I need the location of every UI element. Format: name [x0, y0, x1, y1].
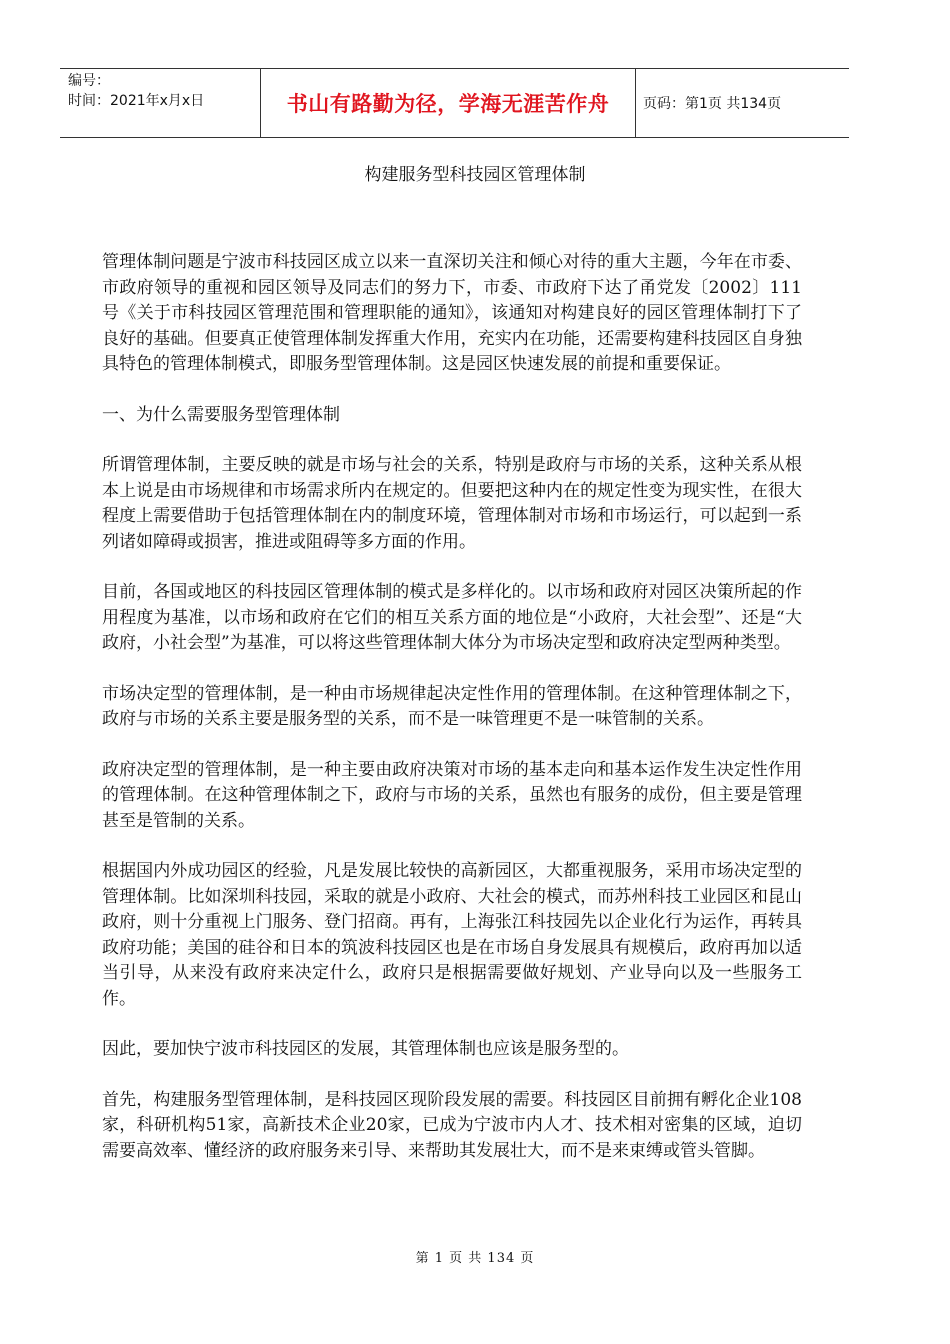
page-header	[60, 68, 849, 138]
paragraph: 所谓管理体制，主要反映的就是市场与社会的关系，特别是政府与市场的关系，这种关系从根本上说是由市场规律和市场需求所内在规定的。但要把这种内在的规定性变为现实性，在很大程度上需要借助于包括管理体制在内的制度环境，管理体制对市场和市场运行，可以起到一系列诸如障碍或损害，推进或阻碍等多方面的作用。	[102, 455, 802, 552]
header-motto-cell	[260, 69, 636, 137]
paragraph: 首先，构建服务型管理体制，是科技园区现阶段发展的需要。科技园区目前拥有孵化企业108家，科研机构51家，高新技术企业20家，已成为宁波市内人才、技术相对密集的区域，迫切需要高效率、懂经济的政府服务来引导、来帮助其发展壮大，而不是来束缚或管头管脚。	[102, 1089, 802, 1161]
paragraph: 目前，各国或地区的科技园区管理体制的模式是多样化的。以市场和政府对园区决策所起的作用程度为基准，以市场和政府在它们的相互关系方面的地位是“小政府，大社会型”、还是“大政府，小社会型”为基准，可以将这些管理体制大体分为市场决定型和政府决定型两种类型。	[102, 582, 802, 653]
time-label: 时间：2021年x月x日	[68, 93, 205, 109]
document-body	[102, 250, 802, 1189]
document-title: 构建服务型科技园区管理体制	[364, 165, 586, 185]
header-page-cell	[635, 69, 857, 137]
page-footer: 第 1 页 共 134 页	[415, 1251, 535, 1266]
header-meta	[60, 69, 260, 139]
paragraph: 管理体制问题是宁波市科技园区成立以来一直深切关注和倾心对待的重大主题，今年在市委、市政府领导的重视和园区领导及同志们的努力下，市委、市政府下达了甬党发〔2002〕111号《关于市科技园区管理范围和管理职能的通知》，该通知对构建良好的园区管理体制打下了良好的基础。但要真正使管理体制发挥重大作用，充实内在功能，还需要构建科技园区自身独具特色的管理体制模式，即服务型管理体制。这是园区快速发展的前提和重要保证。	[102, 252, 802, 374]
paragraph: 政府决定型的管理体制，是一种主要由政府决策对市场的基本走向和基本运作发生决定性作用的管理体制。在这种管理体制之下，政府与市场的关系，虽然也有服务的成份，但主要是管理甚至是管制的关系。	[102, 759, 802, 831]
header-page-label: 页码：第1页 共134页	[643, 96, 782, 112]
paragraph: 市场决定型的管理体制，是一种由市场规律起决定性作用的管理体制。在这种管理体制之下，政府与市场的关系主要是服务型的关系，而不是一味管理更不是一味管制的关系。	[102, 683, 802, 729]
section-heading: 一、为什么需要服务型管理体制	[102, 404, 340, 425]
serial-label: 编号：	[68, 73, 110, 89]
paragraph: 因此，要加快宁波市科技园区的发展，其管理体制也应该是服务型的。	[102, 1039, 629, 1059]
paragraph: 根据国内外成功园区的经验，凡是发展比较快的高新园区，大都重视服务，采用市场决定型的管理体制。比如深圳科技园，采取的就是小政府、大社会的模式，而苏州科技工业园区和昆山政府，则十分重视上门服务、登门招商。再有，上海张江科技园先以企业化行为运作，再转具政府功能；美国的硅谷和日本的筑波科技园区也是在市场自身发展具有规模后，政府再加以适当引导，从来没有政府来决定什么，政府只是根据需要做好规划、产业导向以及一些服务工作。	[102, 861, 802, 1009]
header-motto: 书山有路勤为径，学海无涯苦作舟	[286, 92, 610, 116]
